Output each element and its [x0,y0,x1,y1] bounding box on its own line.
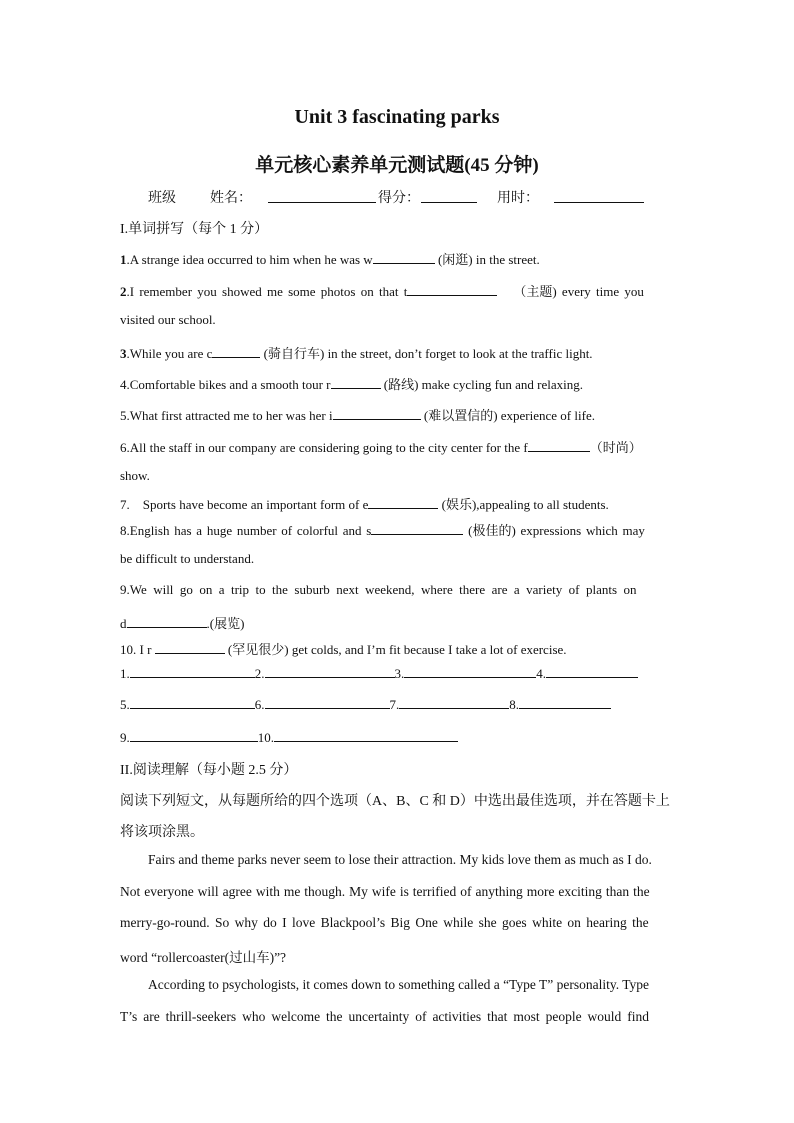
answer-5-field[interactable] [130,696,255,709]
score-field[interactable] [421,190,477,203]
answer-10-field[interactable] [274,729,458,742]
q1-number: 1 [120,252,127,267]
q8-hint: (极佳的) expressions which may [463,523,645,538]
q10-blank[interactable] [155,641,225,654]
answer-4-label: 4. [536,666,546,681]
answer-1-label: 1. [120,666,130,681]
q1-text: .A strange idea occurred to him when he was w [126,252,373,267]
answer-3-field[interactable] [404,665,536,678]
answer-2-label: 2. [254,666,265,681]
q9-hint: .(展览) [206,616,245,631]
answer-6-field[interactable] [265,696,390,709]
question-3 [120,343,593,362]
q2-blank[interactable] [407,283,497,296]
score-label: 得分： [378,191,420,206]
passage-p1-line2: Not everyone will agree with me though. My wife is terrified of anything more exciting than the [120,884,650,899]
q4-blank[interactable] [331,376,381,389]
q7-blank[interactable] [368,496,438,509]
passage-p1-line4: word “rollercoaster(过山车)”? [120,950,287,965]
q10-text: 10. I r [120,642,155,657]
q7-hint: (娱乐),appealing to all students. [438,497,609,512]
doc-subtitle: 单元核心素养单元测试题(45 分钟) [255,155,539,176]
name-field[interactable] [268,190,376,203]
q3-hint: (骑自行车) in the street, don’t forget to look at the traffic light. [260,346,593,361]
passage-p2-line1: According to psychologists, it comes down to something called a “Type T” personality. Type [148,977,650,992]
question-8 [120,520,645,539]
section2-heading: II.阅读理解（每小题 2.5 分） [120,763,298,778]
q6-text: 6.All the staff in our company are considering going to the city center for the f [120,440,528,455]
q8-blank[interactable] [371,522,463,535]
q3-text: .While you are c [126,346,213,361]
answer-1-field[interactable] [130,665,255,678]
answer-3-label: 3. [394,666,405,681]
section2-instruction-2: 将该项涂黑。 [120,825,204,840]
question-5 [120,405,595,424]
question-4 [120,374,583,393]
answer-7-field[interactable] [399,696,509,709]
q2-hint: （主题) every time you [513,284,644,299]
question-10 [120,639,567,658]
question-6 [120,437,642,456]
answer-row-2 [120,696,611,713]
q2-continuation: visited our school. [120,312,216,327]
q8-text: 8.English has a huge number of colorful and s [120,523,372,538]
q10-hint: (罕见很少) get colds, and I’m fit because I take a lot of exercise. [224,642,567,657]
q1-blank[interactable] [373,251,435,264]
q2-text: .I remember you showed me some photos on that t [126,284,408,299]
answer-4-field[interactable] [546,665,638,678]
q6-continuation: show. [120,468,150,483]
q5-blank[interactable] [333,407,421,420]
q9-continuation [120,613,244,632]
q9-blank[interactable] [127,615,207,628]
q2-number: 2 [120,284,127,299]
q6-hint: （时尚） [589,440,642,455]
q5-text: 5.What first attracted me to her was her i [120,408,333,423]
answer-9-label: 9. [120,730,130,745]
question-9: 9.We will go on a trip to the suburb next weekend, where there are a variety of plants on [120,582,637,597]
time-label: 用时： [497,191,539,206]
passage-p1-line3: merry-go-round. So why do I love Blackpool’s Big One while she goes white on hearing the [120,915,649,930]
answer-6-label: 6. [254,697,265,712]
answer-8-field[interactable] [519,696,611,709]
answer-row-3 [120,729,458,746]
question-2 [120,281,644,300]
section1-heading: I.单词拼写（每个 1 分） [120,222,269,237]
q8-continuation: be difficult to understand. [120,551,255,566]
q1-hint: (闲逛) in the street. [434,252,540,267]
question-1 [120,249,540,268]
q3-blank[interactable] [212,345,260,358]
passage-p2-line2: T’s are thrill-seekers who welcome the uncertainty of activities that most people would find [120,1009,650,1024]
q4-text: 4.Comfortable bikes and a smooth tour r [120,377,331,392]
answer-row-1 [120,665,638,682]
name-label: 姓名： [210,191,252,206]
answer-2-field[interactable] [265,665,395,678]
answer-9-field[interactable] [130,729,258,742]
class-label: 班级 [148,191,176,206]
q7-text: 7. Sports have become an important form of e [120,497,369,512]
question-7 [120,494,609,513]
time-field[interactable] [554,190,644,203]
doc-title: Unit 3 fascinating parks [294,106,500,128]
section2-instruction-1: 阅读下列短文，从每题所给的四个选项（A、B、C 和 D）中选出最佳选项，并在答题卡上 [120,794,670,809]
q5-hint: (难以置信的) experience of life. [420,408,595,423]
q9-text: d [120,616,127,631]
passage-p1-line1: Fairs and theme parks never seem to lose their attraction. My kids love them as much as I do. [148,852,652,867]
answer-5-label: 5. [120,697,130,712]
q4-hint: (路线) make cycling fun and relaxing. [380,377,584,392]
q3-number: 3 [120,346,127,361]
answer-7-label: 7. [389,697,400,712]
q6-blank[interactable] [528,439,590,452]
answer-8-label: 8. [509,697,519,712]
answer-10-label: 10. [257,730,274,745]
